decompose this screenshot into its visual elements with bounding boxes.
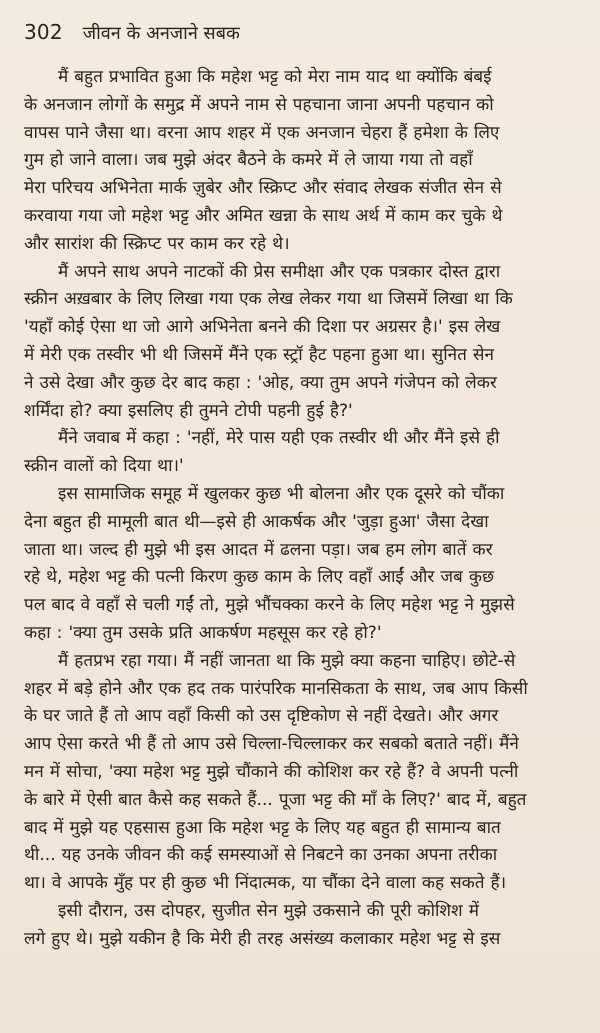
paragraph-3: मैंने जवाब में कहा : 'नहीं, मेरे पास यही एक तस्वीर थी और मैंने इसे ही स्क्रीन वालों को दिया था।' xyxy=(24,428,500,477)
paragraph-4: इस सामाजिक समूह में खुलकर कुछ भी बोलना और एक दूसरे को चौंका देना बहुत ही मामूली बात थी—इसे ही आकर्षक और 'जुड़ा हुआ' जैसा देखा जाता था। जल्द ही मुझे भी इस आदत में ढलना पड़ा। जब हम लोग बातें कर रहे थे, महेश भट्ट की पत्नी किरण कुछ काम के लिए वहाँ आईं और जब कुछ पल बाद वे वहाँ से चली गईं तो, मुझे भौंचक्का करने के लिए महेश भट्ट ने मुझसे कहा : 'क्या तुम उसके प्रति आकर्षण महसूस कर रहे हो?' xyxy=(24,483,515,643)
page-number: 302 xyxy=(24,20,63,44)
page-body xyxy=(24,64,576,954)
paragraph-1: मैं बहुत प्रभावित हुआ कि महेश भट्ट को मेरा नाम याद था क्योंकि बंबई के अनजान लोगों के समुद्र में अपने नाम से पहचाना जाना अपनी पहचान को वापस पाने जैसा था। वरना आप शहर में एक अनजान चेहरा हैं हमेशा के लिए गुम हो जाने वाला। जब मुझे अंदर बैठने के कमरे में ले जाया गया तो वहाँ मेरा परिचय अभिनेता मार्क ज़ुबेर और स्क्रिप्ट और संवाद लेखक संजीत सेन से करवाया गया जो महेश भट्ट और अमित खन्ना के साथ अर्थ में काम कर चुके थे और सारांश की स्क्रिप्ट पर काम कर रहे थे। xyxy=(24,67,503,254)
page-header xyxy=(24,20,576,48)
paragraph-5: मैं हतप्रभ रहा गया। मैं नहीं जानता था कि मुझे क्या कहना चाहिए। छोटे-से शहर में बड़े होने और एक हद तक पारंपरिक मानसिकता के साथ, जब आप किसी के घर जाते हैं तो आप वहाँ किसी को उस दृष्टिकोण से नहीं देखते। और अगर आप ऐसा करते भी हैं तो आप उसे चिल्ला-चिल्लाकर कर सबको बताते नहीं। मैंने मन में सोचा, 'क्या महेश भट्ट मुझे चौंकाने की कोशिश कर रहे हैं? वे अपनी पत्नी के बारे में ऐसी बात कैसे कह सकते हैं... पूजा भट्ट की माँ के लिए?' बाद में, बहुत बाद में मुझे यह एहसास हुआ कि महेश भट्ट के लिए यह बहुत ही सामान्य बात थी... यह उनके जीवन की कई समस्याओं से निबटने का उनका अपना तरीका था। वे आपके मुँह पर ही कुछ भी निंदात्मक, या चौंका देने वाला कह सकते हैं। xyxy=(24,650,528,894)
running-title: जीवन के अनजाने सबक xyxy=(82,23,240,44)
paragraph-2: मैं अपने साथ अपने नाटकों की प्रेस समीक्षा और एक पत्रकार दोस्त द्वारा स्क्रीन अख़बार के लिए लिखा गया एक लेख लेकर गया था जिसमें लिखा था कि 'यहाँ कोई ऐसा था जो आगे अभिनेता बनने की दिशा पर अग्रसर है।' इस लेख में मेरी एक तस्वीर भी थी जिसमें मैंने एक स्ट्रॉ हैट पहना हुआ था। सुनित सेन ने उसे देखा और कुछ देर बाद कहा : 'ओह, क्या तुम अपने गंजेपन को लेकर शर्मिंदा हो? क्या इसलिए ही तुमने टोपी पहनी हुई है?' xyxy=(24,261,513,421)
paragraph-6: इसी दौरान, उस दोपहर, सुजीत सेन मुझे उकसाने की पूरी कोशिश में लगे हुए थे। मुझे यकीन है कि मेरी ही तरह असंख्य कलाकार महेश भट्ट से इस xyxy=(24,900,501,949)
